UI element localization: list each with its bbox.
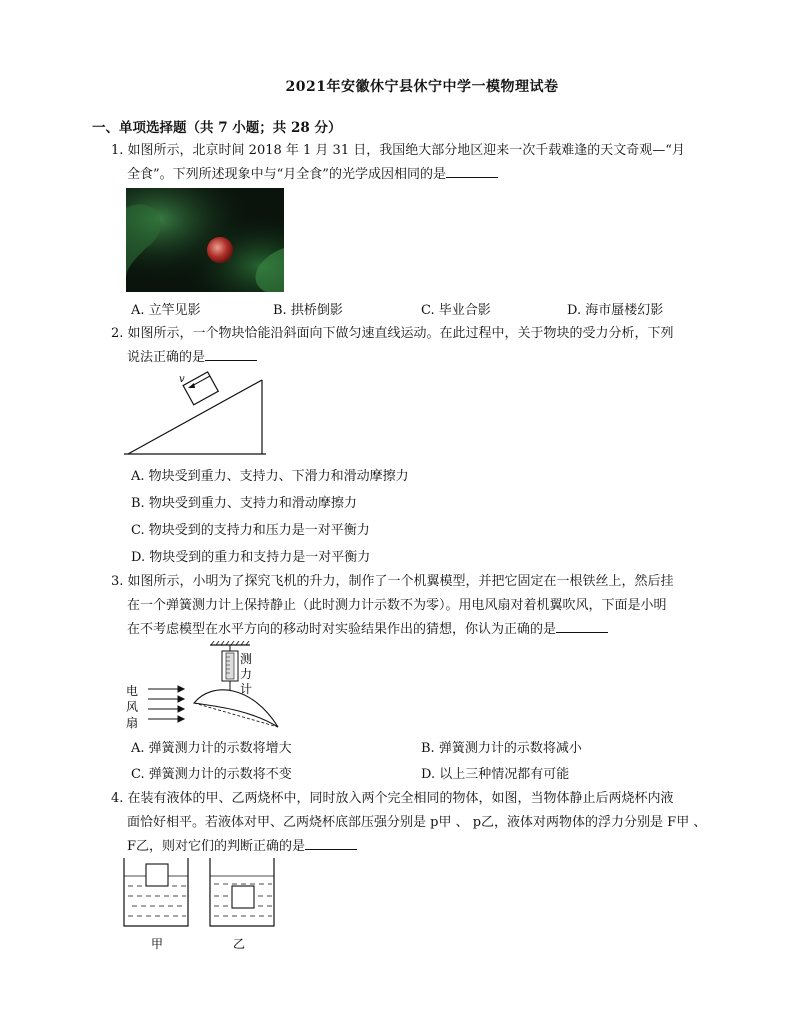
q3-option-d[interactable]: D. 以上三种情况都有可能 [421, 767, 570, 782]
question-4-line-2: 面恰好相平。若液体对甲、乙两烧杯底部压强分别是 p甲 、 p乙，液体对两物体的浮力分别是 F甲 、 [127, 815, 707, 830]
incline-diagram [124, 370, 266, 458]
question-2-line-2: 说法正确的是 [111, 346, 674, 370]
q3-option-a[interactable]: A. 弹簧测力计的示数将增大 [131, 741, 292, 756]
wing-lift-diagram [122, 641, 292, 733]
q2-option-a[interactable]: A. 物块受到重力、支持力、下滑力和滑动摩擦力 [131, 469, 409, 484]
question-1-text [111, 139, 685, 187]
meter-label-3: 计 [240, 682, 253, 696]
page-title: 2021年安徽休宁县休宁中学一模物理试卷 [285, 79, 559, 95]
meter-label-2: 力 [240, 667, 253, 681]
q1-option-b[interactable]: B. 拱桥倒影 [273, 303, 343, 318]
question-3-line-1: 3. 如图所示，小明为了探究飞机的升力，制作了一个机翼模型，并把它固定在一根铁丝上，然后挂 [111, 574, 674, 589]
fan-label-3: 扇 [126, 716, 139, 730]
velocity-label: v [179, 374, 185, 385]
q3-option-b[interactable]: B. 弹簧测力计的示数将减小 [421, 741, 582, 756]
question-2-line-1: 2. 如图所示，一个物块恰能沿斜面向下做匀速直线运动。在此过程中，关于物块的受力分析，下列 [111, 326, 674, 341]
meter-label-1: 测 [240, 652, 253, 666]
fan-label-2: 风 [126, 700, 139, 714]
beaker-label-yi: 乙 [233, 937, 246, 951]
answer-blank [446, 165, 498, 178]
question-4-text [111, 787, 706, 859]
q1-option-d[interactable]: D. 海市蜃楼幻影 [567, 303, 664, 318]
q2-option-d[interactable]: D. 物块受到的重力和支持力是一对平衡力 [131, 550, 371, 565]
fan-label-1: 电 [126, 684, 139, 698]
question-3-line-3: 在不考虑模型在水平方向的移动时对实验结果作出的猜想，你认为正确的是 [111, 618, 674, 642]
q3-option-c[interactable]: C. 弹簧测力计的示数将不变 [131, 767, 292, 782]
beaker-label-jia: 甲 [151, 937, 164, 951]
question-2-text [111, 322, 674, 370]
question-3-text [111, 570, 674, 642]
answer-blank [305, 837, 357, 850]
question-4-line-1: 4. 在装有液体的甲、乙两烧杯中，同时放入两个完全相同的物体，如图，当物体静止后两烧杯内液 [111, 791, 674, 806]
question-4-line-3: F乙，则对它们的判断正确的是 [111, 835, 706, 859]
lunar-eclipse-photo [126, 188, 284, 292]
q2-option-b[interactable]: B. 物块受到重力、支持力和滑动摩擦力 [131, 496, 357, 511]
answer-blank [556, 620, 608, 633]
question-1-line-2: 全食”。下列所述现象中与“月全食”的光学成因相同的是 [111, 163, 685, 187]
q1-option-c[interactable]: C. 毕业合影 [421, 303, 491, 318]
beakers-diagram [122, 856, 282, 954]
question-3-line-2: 在一个弹簧测力计上保持静止（此时测力计示数不为零）。用电风扇对着机翼吹风，下面是小明 [127, 598, 667, 613]
answer-blank [205, 348, 257, 361]
question-1-line-1: 1. 如图所示，北京时间 2018 年 1 月 31 日，我国绝大部分地区迎来一次千载难逢的天文奇观—“月 [111, 143, 685, 158]
q1-option-a[interactable]: A. 立竿见影 [131, 303, 201, 318]
q2-option-c[interactable]: C. 物块受到的支持力和压力是一对平衡力 [131, 523, 370, 538]
section-heading: 一、单项选择题（共 7 小题；共 28 分） [92, 120, 342, 136]
